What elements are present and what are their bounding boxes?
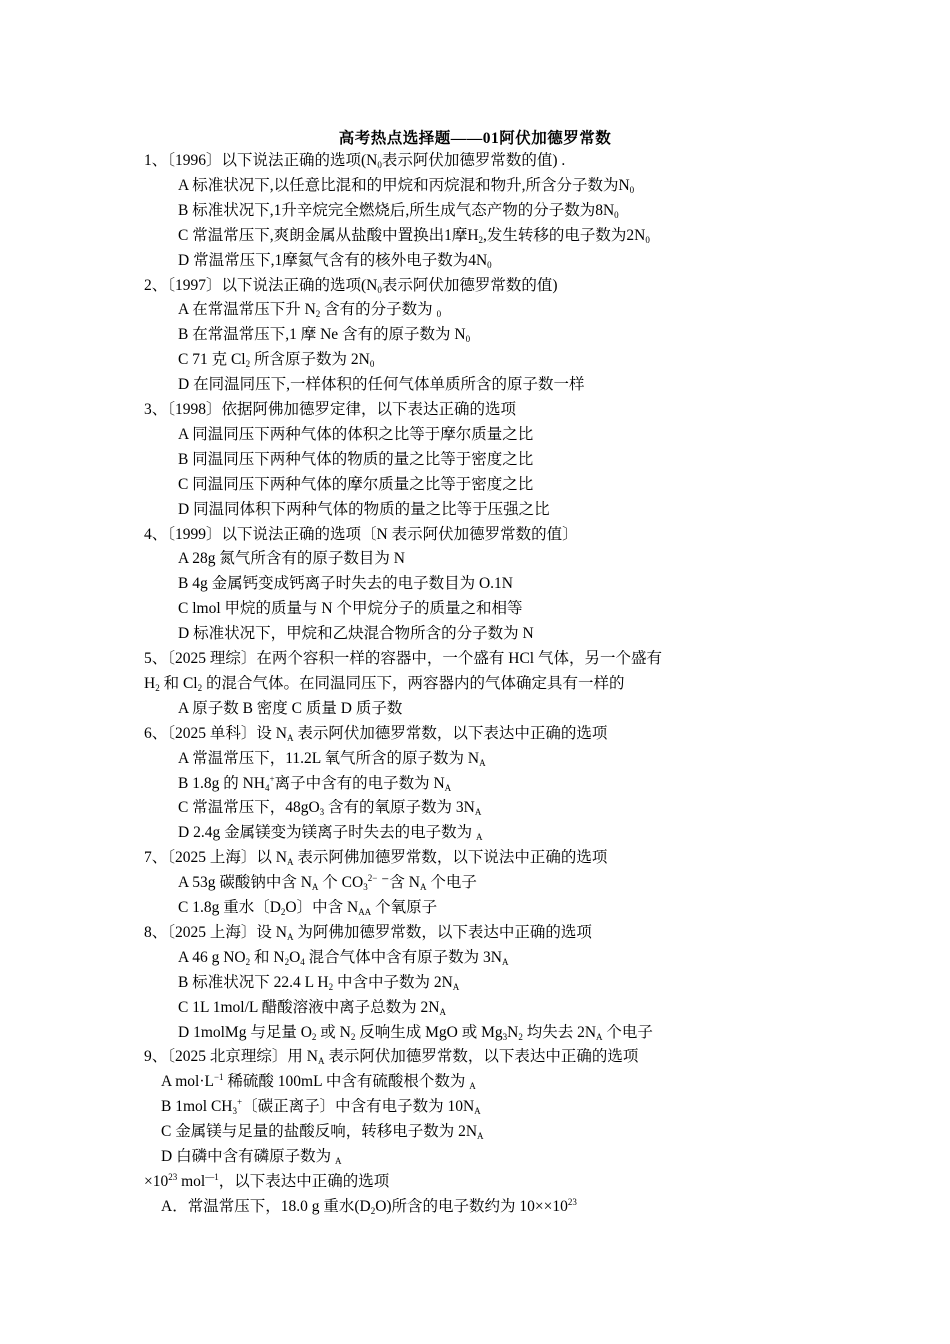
text-run: 反响生成 MgO 或 Mg [355,1023,503,1041]
subscript: 2 [518,1031,523,1042]
question-stem [144,276,558,296]
answer-option [178,549,405,569]
question-stem [144,848,607,868]
text-run: 个电子 [602,1023,653,1041]
text-run: 9、〔2025 北京理综〕用 N [144,1048,318,1066]
text-run: C lmol 甲烷的质量与 N 个甲烷分子的质量之和相等 [178,600,523,618]
subscript: 2 [284,956,290,967]
text-run: A 同温同压下两种气体的体积之比等于摩尔质量之比 [178,425,534,443]
answer-option [178,973,459,993]
subscript: 2 [478,234,484,245]
text-run: C 金属镁与足量的盐酸反响，转移电子数为 2N [161,1123,478,1141]
answer-option [178,500,550,520]
text-run: 离子中含有的电子数为 N [274,774,445,792]
text-run: 均失去 2N [522,1023,597,1041]
superscript: —1 [205,1171,219,1182]
text-run: B 在常温常压下,1 摩 Ne 含有的原子数为 N [178,326,466,344]
subscript: 0 [614,209,619,220]
answer-option [178,226,650,246]
answer-option [178,350,374,370]
text-run: O)所含的电子数约为 10××10 [375,1197,568,1215]
text-run: ，以下表达中正确的选项 [218,1172,390,1190]
continuation-line [144,1172,389,1192]
subscript: A [286,732,294,743]
text-run: D 1molMg 与足量 O [178,1023,312,1041]
answer-option [178,450,533,470]
answer-option [178,375,584,395]
text-run: 个 CO [318,874,364,892]
subscript: A [311,882,319,893]
subscript: 2 [370,1205,376,1216]
subscript: A [317,1056,325,1067]
text-run: 7、〔2025 上海〕以 N [144,849,287,867]
superscript: + [269,773,275,784]
text-run: 表示阿伏加德罗常数的值) . [381,152,566,169]
subscript: 2 [311,1031,317,1042]
text-run: 的混合气体。在同温同压下，两容器内的气体确定具有一样的 [202,674,625,692]
text-run: N [507,1023,519,1041]
text-run: 为阿佛加德罗常数，以下表达中正确的选项 [293,923,592,941]
text-run: B 标准状况下 22.4 L H [178,973,329,991]
subscript: AA [358,907,372,917]
text-run: 或 N [316,1023,351,1041]
text-run: A mol·L [161,1073,214,1091]
subscript: 3 [363,882,368,893]
subscript: A [419,882,427,893]
text-run: A 28g 氮气所含有的原子数目为 N [178,550,405,568]
subscript: A [286,857,294,868]
subscript: 3 [502,1031,508,1042]
text-run: A．常温常压下，18.0 g 重水(D [161,1197,371,1215]
subscript: 0 [436,309,442,320]
text-run: D 常温常压下,1摩氦气含有的核外电子数为4N [178,251,488,269]
answer-option [178,251,492,271]
subscript: A [469,1081,476,1092]
text-run: 表示阿伏加德罗常数的值) [381,276,558,294]
text-run: 个氧原子 [371,899,438,916]
answer-option [178,201,619,221]
text-run: 1、〔1996〕以下说法正确的选项(N [144,152,378,169]
text-run: A 常温常压下，11.2L 氧气所含的原子数为 N [178,749,480,767]
subscript: A [477,1131,484,1142]
text-run: A 标准状况下,以任意比混和的甲烷和丙烷混和物升,所含分子数为N [178,176,630,194]
subscript: A [501,956,509,967]
text-run: B 同温同压下两种气体的物质的量之比等于密度之比 [178,450,534,468]
text-run: C 1L 1mol/L 醋酸溶液中离子总数为 2N [178,998,440,1016]
text-run: 〔碳正离子〕中含有电子数为 10N [242,1098,475,1116]
text-run: C 常温常压下,爽朗金属从盐酸中置换出1摩H [178,226,479,244]
superscript: 2− [367,873,378,884]
answer-option [178,774,451,794]
superscript: 23 [567,1196,577,1207]
subscript: 4 [300,956,305,967]
subscript: 3 [232,1106,237,1117]
text-run: 3、〔1998〕依据阿佛加德罗定律，以下表达正确的选项 [144,401,517,418]
text-run: 中含中子数为 2N [333,973,453,991]
text-run: D 在同温同压下,一样体积的任何气体单质所含的原子数一样 [178,376,585,394]
text-run: 5、〔2025 理综〕在两个容积一样的容器中，一个盛有 HCl 气体，另一个盛有 [144,650,662,667]
subscript: 0 [369,359,375,370]
subscript: A [439,1006,446,1017]
text-run: H [144,674,156,692]
text-run: 4、〔1999〕以下说法正确的选项〔N 表示阿伏加德罗常数的值〕 [144,525,578,543]
text-run: 和 N [250,948,285,966]
answer-option [178,998,446,1018]
subscript: 2 [245,359,251,370]
answer-option [178,948,508,968]
continuation-line [144,674,625,694]
subscript: A [474,1106,481,1117]
text-run: 稀硫酸 100mL 中含有硫酸根个数为 [223,1073,470,1091]
answer-option [161,1122,484,1142]
text-run: B 4g 金属钙变成钙离子时失去的电子数目为 O.1N [178,575,513,593]
text-run: O [289,948,301,966]
subscript: 0 [465,334,471,345]
subscript: A [479,757,486,768]
text-run: 8、〔2025 上海〕设 N [144,923,287,941]
text-run: 6、〔2025 单科〕设 N [144,724,287,742]
text-run: 混合气体中含有原子数为 3N [304,948,502,966]
question-stem [144,923,592,943]
text-run: C 71 克 Cl [178,351,246,369]
text-run: B 1.8g 的 NH [178,774,265,792]
page-title: 高考热点选择题——01阿伏加德罗常数 [338,130,612,147]
text-run: A 在常温常压下升 N [178,301,316,319]
answer-option [178,425,533,445]
superscript: + [236,1097,243,1108]
text-run: B 1mol CH [161,1098,233,1116]
answer-option [178,599,522,619]
text-run: 表示阿佛加德罗常数，以下说法中正确的选项 [293,849,608,867]
answer-option [161,1072,476,1092]
subscript: 2 [197,682,203,693]
subscript: A [475,832,483,843]
text-run: ×10 [144,1172,169,1190]
answer-option [161,1097,481,1117]
text-run: ,发生转移的电子数为2N [483,226,646,244]
text-run: D 2.4g 金属镁变为镁离子时失去的电子数为 [178,824,476,842]
answer-option [178,898,437,918]
subscript: 2 [280,907,286,917]
answer-option [161,1147,341,1167]
answer-option [178,699,402,719]
text-run: ⁻含 N [377,874,420,892]
question-stem [144,724,607,744]
superscript: −1 [213,1072,224,1083]
subscript: 0 [487,259,492,270]
subscript: 0 [377,284,382,295]
subscript: 0 [377,160,382,170]
answer-option [161,1197,577,1217]
text-run: mol [177,1172,206,1190]
question-stem [144,400,516,420]
text-run: A 53g 碳酸钠中含 N [178,874,312,892]
subscript: 3 [319,807,325,818]
subscript: 2 [350,1031,356,1042]
answer-option [178,749,486,769]
text-run: C 1.8g 重水〔D [178,899,281,916]
question-stem [144,525,578,545]
question-stem [144,649,662,669]
subscript: 4 [264,782,270,793]
subscript: A [286,931,294,942]
text-run: 表示阿伏加德罗常数，以下表达中正确的选项 [324,1048,639,1066]
text-run: D 白磷中含有磷原子数为 [161,1148,335,1165]
text-run: 含有的分子数为 [320,301,437,319]
text-run: 所含原子数为 2N [250,351,370,369]
answer-option [178,823,482,843]
answer-option [178,873,477,893]
text-run: 2、〔1997〕以下说法正确的选项(N [144,276,378,294]
text-run: 含有的氧原子数为 3N [324,799,475,817]
answer-option [178,574,513,594]
subscript: 2 [245,956,251,967]
superscript: 23 [168,1171,178,1182]
text-run: D 同温同体积下两种气体的物质的量之比等于压强之比 [178,500,550,518]
question-stem [144,151,565,171]
subscript: A [452,981,460,992]
subscript: 2 [328,981,334,992]
subscript: 0 [629,184,635,195]
text-run: A 原子数 B 密度 C 质量 D 质子数 [178,699,403,717]
text-run: C 同温同压下两种气体的摩尔质量之比等于密度之比 [178,475,534,493]
text-run: 表示阿伏加德罗常数，以下表达中正确的选项 [293,724,608,742]
question-stem [144,1047,638,1067]
text-run: 个电子 [426,874,477,892]
subscript: A [474,807,482,818]
text-run: A 46 g NO [178,948,246,966]
answer-option [178,325,470,345]
answer-option [178,300,441,320]
subscript: 0 [645,234,650,245]
text-run: D 标准状况下，甲烷和乙炔混合物所含的分子数为 N [178,625,534,643]
text-run: O〕中含 N [285,899,359,916]
answer-option [178,798,481,818]
subscript: A [596,1031,603,1042]
subscript: 2 [155,682,160,693]
answer-option [178,1023,653,1043]
text-run: 和 Cl [159,674,198,692]
subscript: 2 [315,309,321,320]
subscript: A [444,782,452,793]
text-run: B 标准状况下,1升辛烷完全燃烧后,所生成气态产物的分子数为8N [178,201,615,219]
text-run: C 常温常压下，48gO [178,799,320,817]
answer-option [178,176,634,196]
answer-option [178,475,533,495]
answer-option [178,624,534,644]
subscript: A [334,1156,342,1166]
